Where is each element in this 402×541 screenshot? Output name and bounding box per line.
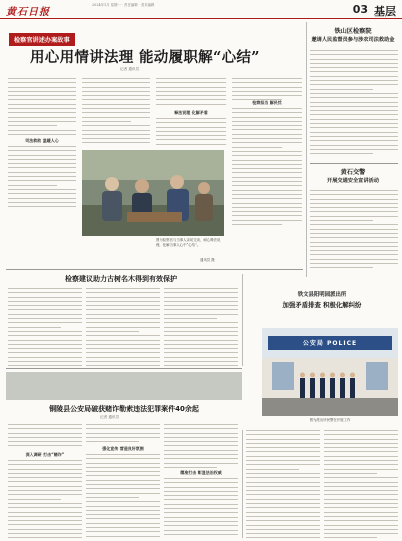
article-text-block — [164, 478, 238, 538]
article-text-block — [8, 424, 82, 450]
article-text-block — [156, 118, 226, 146]
story-divider — [310, 163, 398, 164]
column-divider — [242, 430, 243, 538]
page-number: 03 — [352, 3, 368, 16]
byline: 记者 通讯员 — [100, 415, 120, 419]
story-title: 铜陵县公安局破获赌诈勒索违法犯罪案件40余起 — [49, 405, 199, 413]
story-subtitle: 邀请人民监督员参与涉农司法救助金 — [311, 37, 395, 43]
article-text-block — [86, 454, 160, 538]
dateline: 2024年1月 星期一 · 责任编辑 · 美术编辑 — [92, 3, 155, 7]
sub-head: 深入调研 打击“赌诈” — [25, 452, 65, 457]
article-text-block — [82, 78, 150, 144]
column-divider — [306, 22, 307, 277]
article-text-block — [164, 288, 238, 366]
article-text-block — [86, 288, 160, 366]
article-photo — [82, 150, 224, 236]
photo-credit: 通讯员 摄 — [200, 258, 215, 262]
photo-caption: 图为派出所民警在开展工作 — [309, 418, 351, 422]
section-title: 基层 — [374, 5, 396, 18]
article-text-block — [246, 430, 320, 538]
story-title: 检察建议助力古树名木得到有效保护 — [65, 275, 177, 283]
story-subtitle: 加强矛盾排查 积极化解纠纷 — [282, 301, 362, 309]
article-text-block — [8, 146, 76, 210]
article-text-block — [8, 288, 82, 366]
article-text-block — [164, 424, 238, 468]
article-text-block — [310, 190, 398, 274]
section-divider — [6, 269, 303, 270]
story-title: 铁山区检察院 — [334, 28, 372, 35]
article-text-block — [310, 50, 398, 160]
article-text-block — [8, 460, 82, 538]
section-divider — [6, 368, 242, 369]
sub-head: 释法说理 化解矛盾 — [174, 110, 208, 115]
sub-head: 检察担当 解民忧 — [252, 100, 282, 105]
photo-caption: 图为检察官与当事人亲切交谈，耐心释法说理，化解当事人心中“心结”。 — [156, 238, 221, 247]
byline: 记者 通讯员 — [120, 67, 140, 71]
article-text-block — [156, 78, 226, 106]
article-text-block — [232, 108, 302, 228]
police-sign: 公安局 POLICE — [302, 340, 358, 347]
masthead: 黄石日报 — [6, 7, 50, 18]
police-station-photo — [262, 328, 398, 416]
sub-head: 强化宣传 营造良好氛围 — [102, 446, 144, 451]
column-divider — [242, 274, 243, 366]
story-subtitle: 开展交通安全宣讲活动 — [327, 178, 379, 184]
column-badge: 检察官讲述办案故事 — [9, 33, 75, 46]
article-text-block — [232, 78, 302, 100]
story-title: 铁文县阳明园派出所 — [297, 292, 347, 298]
article-text-block — [8, 78, 76, 136]
headline: 用心用情讲法理 能动履职解“心结” — [30, 49, 260, 66]
sub-head: 精准打击 彰显法治权威 — [180, 470, 222, 475]
article-photo — [6, 372, 242, 400]
page-header — [0, 0, 402, 19]
article-text-block — [324, 430, 398, 538]
article-text-block — [86, 424, 160, 444]
sub-head: 司法救助 温暖人心 — [25, 138, 59, 143]
story-title: 黄石交警 — [340, 169, 366, 176]
